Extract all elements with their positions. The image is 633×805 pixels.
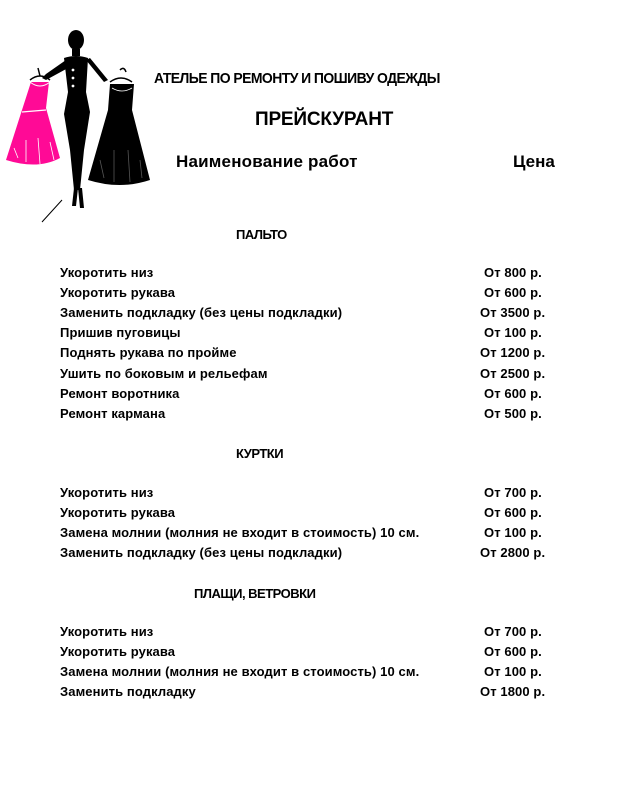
item-price: От 100 р.	[484, 325, 542, 340]
item-name: Укоротить рукава	[60, 505, 176, 520]
column-header-price: Цена	[513, 152, 555, 171]
list-item	[60, 325, 560, 345]
item-name: Поднять рукава по пройме	[60, 345, 237, 360]
list-item	[60, 644, 560, 664]
item-price: От 3500 р.	[480, 305, 546, 320]
item-price: От 800 р.	[484, 265, 542, 280]
item-price: От 700 р.	[484, 485, 542, 500]
item-name: Заменить подкладку (без цены подкладки)	[60, 545, 343, 560]
section-title-jackets: КУРТКИ	[236, 446, 284, 461]
item-name: Укоротить низ	[60, 265, 154, 280]
item-price: От 600 р.	[484, 285, 542, 300]
list-item	[60, 345, 560, 365]
item-price: От 700 р.	[484, 624, 542, 639]
item-price: От 100 р.	[484, 525, 542, 540]
item-name: Пришив пуговицы	[60, 325, 181, 340]
list-item	[60, 265, 560, 285]
item-price: От 1800 р.	[480, 684, 546, 699]
item-name: Укоротить низ	[60, 624, 154, 639]
item-name: Замена молнии (молния не входит в стоимость) 10 см.	[60, 525, 420, 540]
list-item	[60, 366, 560, 386]
column-header-name: Наименование работ	[176, 152, 358, 171]
section-title-coats: ПАЛЬТО	[236, 227, 287, 242]
item-price: От 600 р.	[484, 386, 542, 401]
item-name: Ушить по боковым и рельефам	[60, 366, 268, 381]
list-item	[60, 664, 560, 684]
atelier-illustration	[0, 30, 160, 225]
item-price: От 2500 р.	[480, 366, 546, 381]
list-item	[60, 505, 560, 525]
item-name: Заменить подкладку	[60, 684, 196, 699]
item-price: От 500 р.	[484, 406, 542, 421]
item-name: Заменить подкладку (без цены подкладки)	[60, 305, 343, 320]
list-item	[60, 624, 560, 644]
section-title-raincoats: ПЛАЩИ, ВЕТРОВКИ	[194, 586, 316, 601]
list-item	[60, 525, 560, 545]
item-name: Укоротить низ	[60, 485, 154, 500]
item-name: Замена молнии (молния не входит в стоимость) 10 см.	[60, 664, 420, 679]
pricelist-title: ПРЕЙСКУРАНТ	[255, 109, 394, 130]
atelier-title: АТЕЛЬЕ ПО РЕМОНТУ И ПОШИВУ ОДЕЖДЫ	[154, 70, 440, 87]
black-dress-icon	[88, 68, 150, 185]
list-item	[60, 406, 560, 426]
item-price: От 100 р.	[484, 664, 542, 679]
item-price: От 2800 р.	[480, 545, 546, 560]
item-price: От 600 р.	[484, 505, 542, 520]
item-name: Укоротить рукава	[60, 285, 176, 300]
item-price: От 1200 р.	[480, 345, 546, 360]
list-item	[60, 386, 560, 406]
list-item	[60, 285, 560, 305]
item-price: От 600 р.	[484, 644, 542, 659]
list-item	[60, 684, 560, 704]
list-item	[60, 485, 560, 505]
item-name: Укоротить рукава	[60, 644, 176, 659]
item-name: Ремонт воротника	[60, 386, 180, 401]
list-item	[60, 305, 560, 325]
list-item	[60, 545, 560, 565]
pink-dress-icon	[6, 68, 60, 165]
item-name: Ремонт кармана	[60, 406, 166, 421]
